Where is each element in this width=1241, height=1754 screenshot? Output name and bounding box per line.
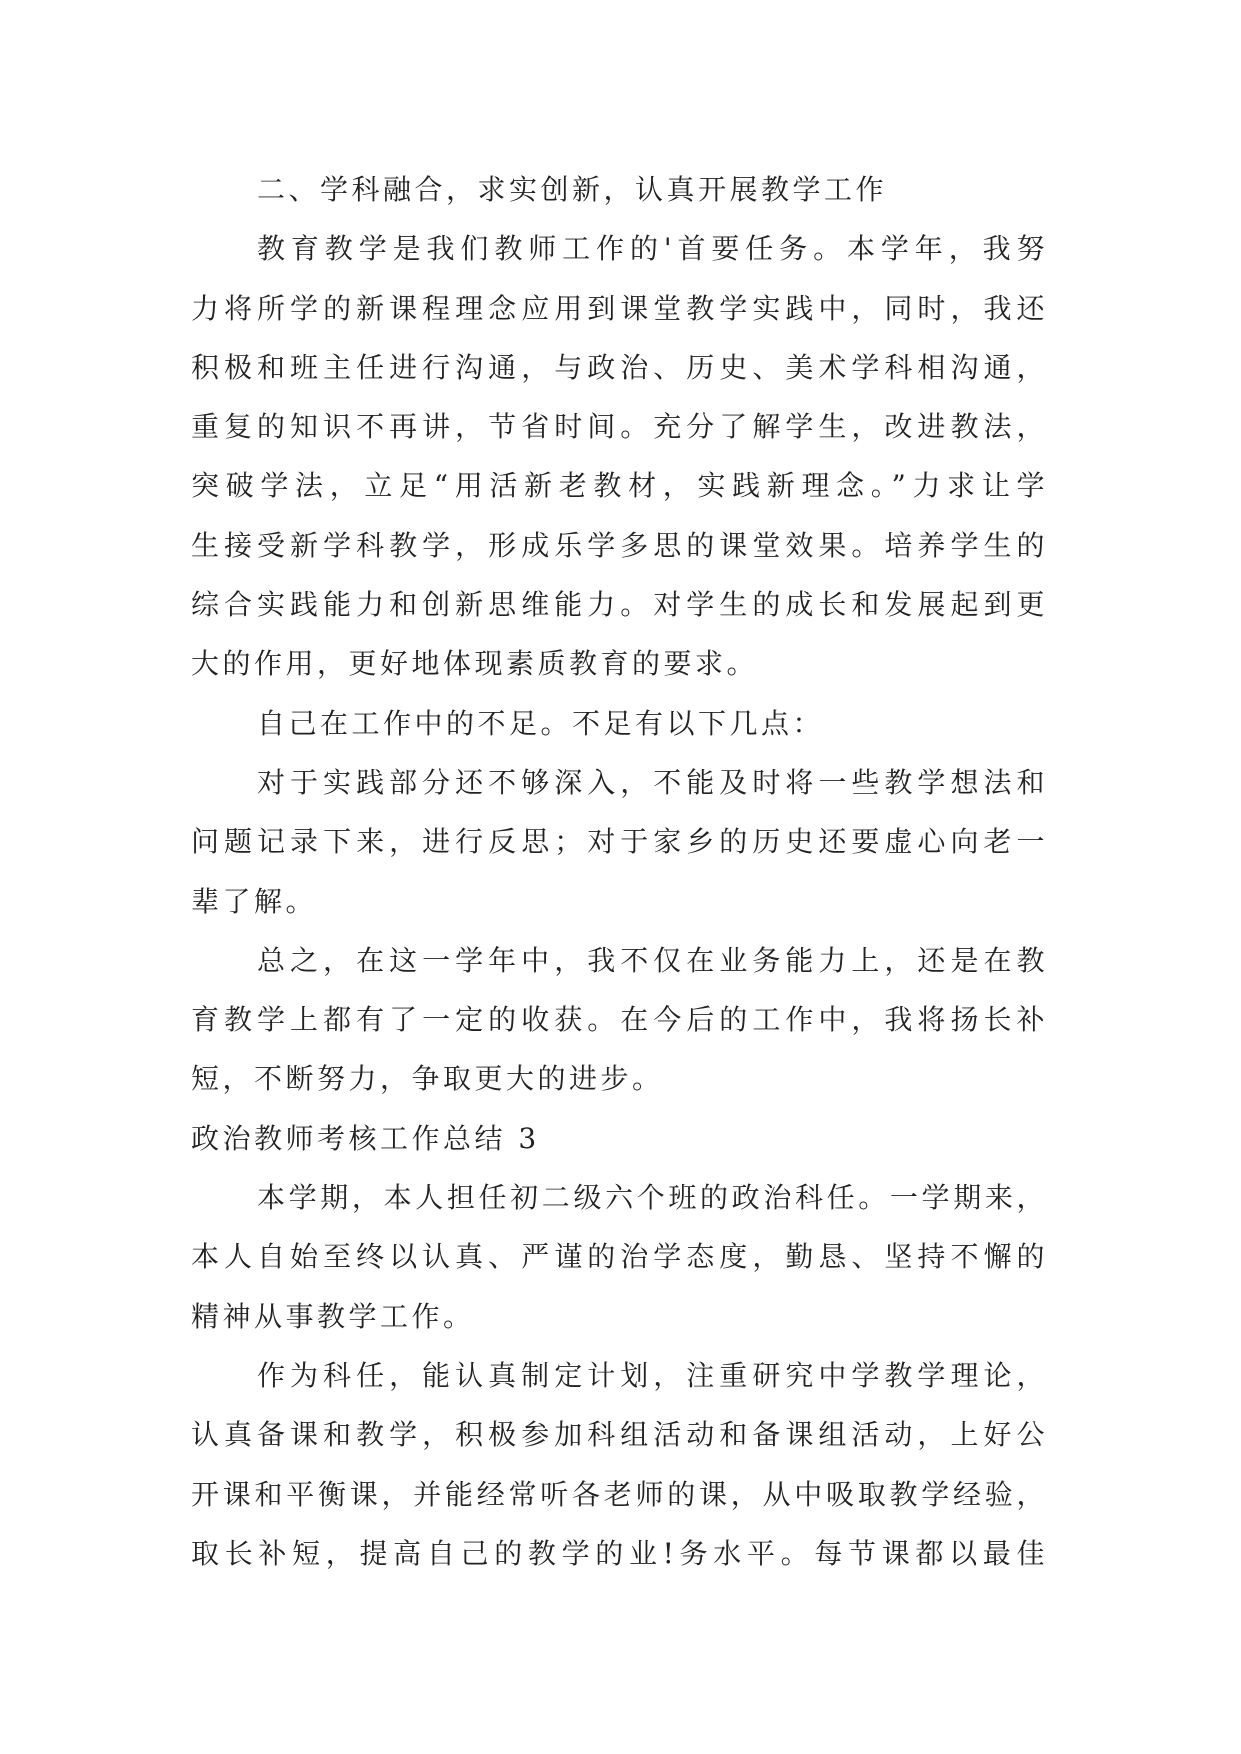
paragraph-teaching — [191, 219, 1048, 693]
paragraph-line: 总之，在这一学年中，我不仅在业务能力上，还是在教 — [257, 943, 1048, 977]
paragraph-shortcomings — [191, 753, 1048, 931]
paragraph-line: 重复的知识不再讲，节省时间。充分了解学生，改进教法， — [191, 410, 1048, 444]
paragraph-line: 作为科任，能认真制定计划，注重研究中学教学理论， — [257, 1358, 1048, 1392]
paragraph-line: 育教学上都有了一定的收获。在今后的工作中，我将扬长补 — [191, 1003, 1048, 1037]
document-title: 政治教师考核工作总结 3 — [191, 1121, 540, 1155]
paragraph-line: 积极和班主任进行沟通，与政治、历史、美术学科相沟通， — [191, 350, 1048, 384]
paragraph-semester — [191, 1168, 1048, 1346]
paragraph-line: 力将所学的新课程理念应用到课堂教学实践中，同时，我还 — [191, 291, 1048, 325]
paragraph-role — [191, 1346, 1048, 1583]
paragraph-line: 突破学法，立足“用活新老教材，实践新理念。”力求让学 — [191, 469, 1048, 503]
paragraph-line: 综合实践能力和创新思维能力。对学生的成长和发展起到更 — [191, 588, 1048, 622]
section-heading: 二、学科融合，求实创新，认真开展教学工作 — [257, 173, 888, 206]
paragraph-line: 辈了解。 — [191, 884, 318, 918]
paragraph-line: 认真备课和教学，积极参加科组活动和备课组活动，上好公 — [191, 1418, 1048, 1452]
paragraph-line: 本学期，本人担任初二级六个班的政治科任。一学期来， — [257, 1181, 1048, 1215]
paragraph-line: 生接受新学科教学，形成乐学多思的课堂效果。培养学生的 — [191, 528, 1048, 562]
shortcomings-intro: 自己在工作中的不足。不足有以下几点： — [257, 706, 825, 740]
paragraph-line: 开课和平衡课，并能经常听各老师的课，从中吸取教学经验， — [191, 1477, 1048, 1511]
paragraph-line: 精神从事教学工作。 — [191, 1299, 475, 1333]
paragraph-conclusion — [191, 931, 1048, 1109]
page-content — [191, 160, 1048, 1583]
paragraph-line: 本人自始至终以认真、严谨的治学态度，勤恳、坚持不懈的 — [191, 1240, 1048, 1274]
paragraph-line: 短，不断努力，争取更大的进步。 — [191, 1062, 664, 1096]
paragraph-line: 问题记录下来，进行反思；对于家乡的历史还要虚心向老一 — [191, 825, 1048, 859]
paragraph-line: 对于实践部分还不够深入，不能及时将一些教学想法和 — [257, 765, 1048, 799]
paragraph-line: 大的作用，更好地体现素质教育的要求。 — [191, 647, 759, 681]
paragraph-line: 取长补短，提高自己的教学的业!务水平。每节课都以最佳 — [191, 1536, 1048, 1570]
paragraph-line: 教育教学是我们教师工作的'首要任务。本学年，我努 — [257, 232, 1048, 266]
